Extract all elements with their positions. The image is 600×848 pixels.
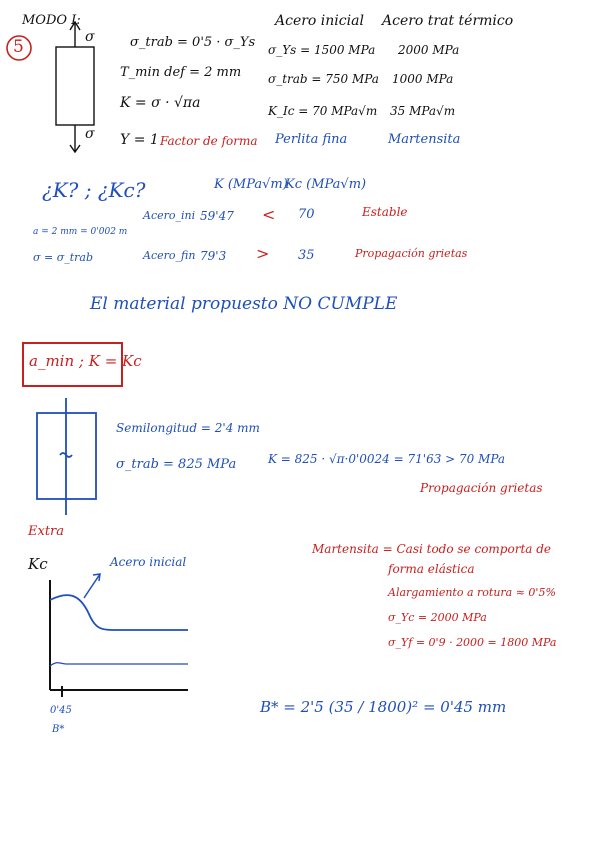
- row-kc-value: 35: [298, 248, 315, 263]
- row-comparison: <: [262, 205, 276, 224]
- x-tick-value: 0'45: [50, 705, 72, 716]
- row-treated: 35 MPa√m: [390, 104, 456, 118]
- row-initial: K_Ic = 70 MPa√m: [268, 104, 378, 118]
- row-k-value: 59'47: [200, 209, 234, 223]
- row-result: Estable: [362, 205, 408, 219]
- problem-number: 5: [13, 37, 24, 57]
- conclusion: El material propuesto NO CUMPLE: [90, 294, 398, 314]
- martensite-note: Martensita = Casi todo se comporta de: [312, 542, 552, 556]
- half-length: Semilongitud = 2'4 mm: [116, 421, 260, 435]
- row-kc-value: 70: [298, 207, 315, 222]
- martensite-note: σ_Yf = 0'9 · 2000 = 1800 MPa: [388, 636, 557, 649]
- martensite-note: σ_Yc = 2000 MPa: [388, 611, 487, 624]
- row-k-value: 79'3: [200, 249, 227, 263]
- microstructure-treated: Martensita: [388, 132, 461, 147]
- k-formula: K = 825 · √π·0'0024 = 71'63 > 70 MPa: [268, 452, 506, 466]
- row-initial: σ_trab = 750 MPa: [268, 72, 379, 86]
- row-label: Acero_fin: [143, 249, 196, 262]
- x-tick-label: B*: [52, 724, 65, 735]
- column-heat-treated: Acero trat térmico: [382, 13, 514, 29]
- row-treated: 1000 MPa: [392, 72, 454, 86]
- extra-chart-axes: [50, 580, 188, 697]
- axis-y-label: Kc: [28, 555, 48, 573]
- row-comparison: >: [256, 244, 270, 263]
- martensite-note: forma elástica: [388, 562, 475, 576]
- curve-acero-inicial: [50, 595, 188, 630]
- given-line: K = σ · √πa: [120, 95, 201, 111]
- question-title: ¿K? ; ¿Kc?: [42, 178, 146, 202]
- row-result: Propagación grietas: [355, 247, 468, 260]
- microstructure-initial: Perlita fina: [275, 132, 348, 147]
- given-a: a = 2 mm = 0'002 m: [33, 227, 128, 237]
- curve-martensita: [50, 663, 188, 666]
- form-factor-note: Factor de forma: [160, 134, 258, 148]
- given-line: σ_trab = 0'5 · σ_Ys: [130, 35, 256, 50]
- row-label: Acero_ini: [143, 209, 196, 222]
- curve-label: Acero inicial: [110, 555, 187, 569]
- given-line: Y = 1: [120, 132, 159, 148]
- second-case-result: Propagación grietas: [420, 481, 543, 495]
- working-stress: σ_trab = 825 MPa: [116, 457, 237, 472]
- cracked-plate-sketch: [37, 398, 96, 515]
- row-initial: σ_Ys = 1500 MPa: [268, 43, 376, 57]
- given-sigma: σ = σ_trab: [33, 251, 94, 264]
- label-arrow: [84, 574, 100, 598]
- mode-label: MODO I:: [22, 13, 81, 28]
- column-k: K (MPa√m): [214, 177, 288, 192]
- extra-title: Extra: [28, 524, 65, 539]
- sigma-bottom-label: σ: [85, 126, 95, 142]
- given-line: T_min def = 2 mm: [120, 65, 242, 80]
- b-star-formula: B* = 2'5 (35 / 1800)² = 0'45 mm: [260, 698, 507, 716]
- sigma-top-label: σ: [85, 29, 95, 45]
- boxed-condition: a_min ; K = Kc: [29, 352, 142, 370]
- martensite-note: Alargamiento a rotura ≈ 0'5%: [388, 586, 556, 599]
- column-initial: Acero inicial: [275, 13, 364, 29]
- column-kc: Kc (MPa√m): [285, 177, 367, 192]
- row-treated: 2000 MPa: [398, 43, 460, 57]
